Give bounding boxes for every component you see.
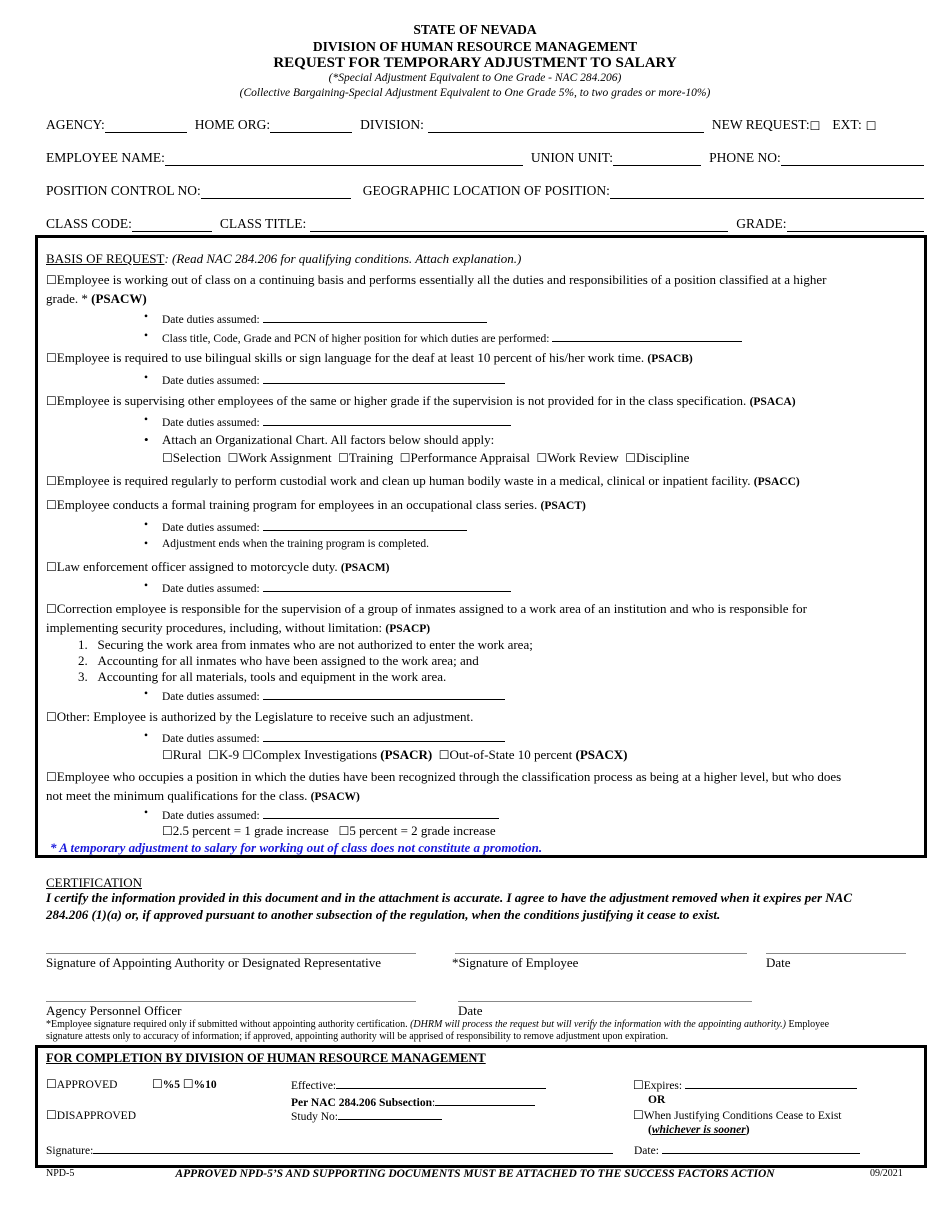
- item-psacp-list-1: 1. Securing the work area from inmates who are not authorized to enter the work area;: [78, 637, 533, 652]
- authority-signature-line[interactable]: [46, 952, 416, 954]
- disapproved-checkbox[interactable]: ☐: [46, 1108, 57, 1122]
- opt-5-percent-checkbox[interactable]: ☐: [338, 824, 350, 838]
- approved-option: [46, 1077, 117, 1091]
- new-request-checkbox[interactable]: ☐: [809, 119, 821, 133]
- item-psacw-1-text: Employee is working out of class on a continuing basis and performs essentially all the duties and responsibilities of a position classified at a higher: [56, 272, 827, 287]
- date-duties-label: Date duties assumed:: [162, 375, 260, 387]
- whichever-text: whichever is sooner: [651, 1124, 746, 1136]
- certification-note-2: signature attests only to accuracy of information; if approved, appointing authority will be apprised of responsibility to remove adjustment upon expiration.: [46, 1031, 669, 1042]
- expires-checkbox[interactable]: ☐: [633, 1078, 644, 1092]
- agency-field[interactable]: [105, 119, 187, 133]
- opt-k9-label: K-9: [218, 747, 240, 762]
- when-cease-checkbox[interactable]: ☐: [633, 1108, 644, 1122]
- approved-checkbox[interactable]: ☐: [46, 1077, 57, 1091]
- class-title-field[interactable]: [310, 218, 728, 232]
- factor-work-assignment-checkbox[interactable]: ☐: [227, 451, 239, 465]
- item-psacw-1-date-field[interactable]: [263, 311, 487, 323]
- new-request-label: NEW REQUEST:: [711, 117, 810, 132]
- dhrm-title: FOR COMPLETION BY DIVISION OF HUMAN RESOURCE MANAGEMENT: [46, 1051, 486, 1065]
- item-psacp-text: Correction employee is responsible for the supervision of a group of inmates assigned to a work area of an institution and who is responsible for: [56, 601, 807, 616]
- item-psacp-date: [162, 688, 505, 703]
- factor-work-review-label: Work Review: [547, 450, 619, 465]
- opt-complex-investigations-label: Complex Investigations: [253, 747, 381, 762]
- item-other-options: [162, 747, 628, 763]
- certification-note-1a: *Employee signature required only if submitted without appointing authority certification.: [46, 1019, 411, 1030]
- personnel-officer-label: Agency Personnel Officer: [46, 1003, 182, 1018]
- item-psacw-2-date-field[interactable]: [263, 807, 499, 819]
- effective-field: [291, 1077, 546, 1092]
- basis-note: : (Read NAC 284.206 for qualifying conditions. Attach explanation.): [164, 251, 522, 266]
- class-code-field[interactable]: [132, 218, 212, 232]
- item-other-text: Other: Employee is authorized by the Legislature to receive such an adjustment.: [56, 709, 474, 724]
- per-nac-colon: :: [431, 1097, 436, 1109]
- factor-work-assignment-label: Work Assignment: [238, 450, 332, 465]
- certification-text-1: I certify the information provided in this document and in the attachment is accurate. I agree to have the adjustment removed when it expires per NAC: [46, 890, 853, 905]
- form-header-division: DIVISION OF HUMAN RESOURCE MANAGEMENT: [312, 39, 638, 54]
- employee-signature-line[interactable]: [455, 952, 747, 954]
- item-psacp-code: (PSACP): [385, 623, 431, 635]
- item-psacm-date: [162, 580, 511, 595]
- study-no-label: Study No:: [291, 1111, 338, 1123]
- item-psacb-checkbox[interactable]: ☐: [46, 351, 57, 365]
- factor-training-label: Training: [348, 450, 394, 465]
- whichever-open: (: [648, 1124, 652, 1136]
- opt-out-of-state-checkbox[interactable]: ☐: [438, 748, 450, 762]
- factor-training-checkbox[interactable]: ☐: [338, 451, 349, 465]
- opt-complex-investigations-checkbox[interactable]: ☐: [242, 748, 254, 762]
- study-no-field: [291, 1108, 442, 1123]
- item-psacw-2-text: Employee who occupies a position in which the duties have been recognized through the classification process as being at a higher level, but who does: [56, 769, 842, 784]
- ext-checkbox[interactable]: ☐: [865, 119, 877, 133]
- item-psacw-2-checkbox[interactable]: ☐: [46, 770, 57, 784]
- item-psaca-orgchart: • Attach an Organizational Chart. All factors below should apply:: [162, 432, 494, 448]
- item-psact-date: [162, 519, 467, 534]
- item-psacp-text2: implementing security procedures, including, without limitation:: [46, 620, 386, 635]
- item-psacw-1-date: [162, 311, 487, 326]
- personnel-date-label: Date: [458, 1003, 483, 1018]
- opt-out-of-state-label: Out-of-State 10 percent: [449, 747, 576, 762]
- disapproved-option: [46, 1108, 136, 1122]
- item-psact-code: (PSACT): [540, 500, 586, 512]
- item-psact: [46, 497, 586, 513]
- pct10-label: %10: [193, 1079, 217, 1091]
- form-revision: 09/2021: [870, 1168, 903, 1179]
- dhrm-signature-label: Signature:: [46, 1145, 94, 1157]
- expires-label: Expires:: [643, 1080, 683, 1092]
- item-psacm: [46, 559, 389, 575]
- study-no-input[interactable]: [338, 1108, 442, 1120]
- field-row-employee: [46, 150, 924, 166]
- opt-k9-checkbox[interactable]: ☐: [208, 748, 219, 762]
- item-psacm-code: (PSACM): [340, 562, 390, 574]
- pct10-checkbox[interactable]: ☐: [182, 1077, 194, 1091]
- union-unit-field[interactable]: [613, 152, 701, 166]
- item-psacp-checkbox[interactable]: ☐: [46, 602, 57, 616]
- form-subtitle-2: (Collective Bargaining-Special Adjustment Equivalent to One Grade 5%, to two grades or more-10%): [239, 87, 711, 99]
- item-psacp-list-3-text: Accounting for all materials, tools and equipment in the work area.: [97, 669, 447, 684]
- factor-work-review-checkbox[interactable]: ☐: [536, 451, 548, 465]
- opt-psacx-code: (PSACX): [575, 747, 628, 762]
- phone-no-label: PHONE NO:: [709, 150, 781, 165]
- employee-name-label: EMPLOYEE NAME:: [46, 150, 165, 165]
- item-psacw-1-class: [162, 330, 742, 345]
- item-psact-date-field[interactable]: [263, 519, 467, 531]
- pct5-label: %5: [162, 1079, 181, 1091]
- item-psacm-checkbox[interactable]: ☐: [46, 560, 57, 574]
- geo-location-label: GEOGRAPHIC LOCATION OF POSITION:: [362, 183, 610, 198]
- opt-psacr-code: (PSACR): [380, 747, 433, 762]
- form-title: REQUEST FOR TEMPORARY ADJUSTMENT TO SALARY: [273, 55, 677, 71]
- effective-label: Effective:: [291, 1080, 337, 1092]
- field-row-class: [46, 216, 924, 232]
- item-psacc: [46, 473, 800, 489]
- item-psacw-2-line2: [46, 788, 360, 804]
- item-psacc-checkbox[interactable]: ☐: [46, 474, 57, 488]
- item-psacp-list-2-text: Accounting for all inmates who have been assigned to the work area; and: [97, 653, 479, 668]
- item-psacm-date-field[interactable]: [263, 580, 511, 592]
- factor-performance-appraisal-checkbox[interactable]: ☐: [399, 451, 411, 465]
- certification-note-1: [46, 1019, 829, 1030]
- position-control-field[interactable]: [201, 185, 351, 199]
- item-psaca: [46, 393, 796, 409]
- item-psacw-1-sub2: Class title, Code, Grade and PCN of higher position for which duties are performed:: [162, 333, 550, 345]
- item-psacw-1-class-field[interactable]: [552, 330, 742, 342]
- item-psacc-text: Employee is required regularly to perform custodial work and clean up human bodily waste in a medical, clinical or inpatient facility.: [56, 473, 754, 488]
- item-psacb-text: Employee is required to use bilingual skills or sign language for the deaf at least 10 percent of his/her work time.: [56, 350, 648, 365]
- factor-discipline-label: Discipline: [636, 450, 690, 465]
- class-code-label: CLASS CODE:: [46, 216, 132, 231]
- item-psacb-code: (PSACB): [647, 353, 693, 365]
- promotion-footnote: * A temporary adjustment to salary for working out of class does not constitute a promotion.: [50, 840, 543, 855]
- per-nac-field: [291, 1094, 535, 1109]
- factor-discipline-checkbox[interactable]: ☐: [625, 451, 637, 465]
- authority-signature-label: Signature of Appointing Authority or Designated Representative: [46, 955, 382, 970]
- item-psaca-checkbox[interactable]: ☐: [46, 394, 57, 408]
- item-psacw-1: [46, 272, 827, 288]
- item-psacb-date-field[interactable]: [263, 372, 505, 384]
- opt-2-5-percent-label: 2.5 percent = 1 grade increase: [172, 823, 329, 838]
- opt-5-percent-label: 5 percent = 2 grade increase: [349, 823, 496, 838]
- expires-field: [633, 1077, 857, 1092]
- ext-label: EXT:: [832, 117, 862, 132]
- dhrm-date-label: Date:: [634, 1145, 659, 1157]
- item-psaca-text: Employee is supervising other employees of the same or higher grade if the supervision is not provided for in the class specification.: [56, 393, 750, 408]
- item-psact-ends: • Adjustment ends when the training program is completed.: [162, 538, 429, 550]
- disapproved-label: DISAPPROVED: [56, 1110, 137, 1122]
- item-psacp-list-2: 2. Accounting for all inmates who have been assigned to the work area; and: [78, 653, 479, 668]
- per-nac-label: Per NAC 284.206 Subsection: [291, 1097, 432, 1109]
- home-org-field[interactable]: [270, 119, 352, 133]
- dhrm-date-input[interactable]: [662, 1142, 860, 1154]
- date-duties-label: Date duties assumed:: [162, 314, 260, 326]
- geo-location-field[interactable]: [610, 185, 924, 199]
- date-duties-label: Date duties assumed:: [162, 691, 260, 703]
- item-psacw-2-options: [162, 823, 496, 839]
- certification-text-2: 284.206 (1)(a) or, if approved pursuant to another subsection of the regulation, when the conditions justifying it cease to exist.: [46, 907, 721, 922]
- footer-notice: APPROVED NPD-5’S AND SUPPORTING DOCUMENTS MUST BE ATTACHED TO THE SUCCESS FACTORS ACTION: [175, 1168, 775, 1180]
- item-other: [46, 709, 473, 725]
- whichever-sooner: [648, 1124, 750, 1136]
- item-psacw-2-date: [162, 807, 499, 822]
- form-subtitle-1: (*Special Adjustment Equivalent to One Grade - NAC 284.206): [328, 72, 622, 84]
- factor-performance-appraisal-label: Performance Appraisal: [410, 450, 530, 465]
- certification-note-1b: (DHRM will process the request but will verify the information with the appointing authority.): [410, 1019, 786, 1030]
- date-duties-label: Date duties assumed:: [162, 810, 260, 822]
- effective-input[interactable]: [336, 1077, 546, 1089]
- item-other-date-field[interactable]: [263, 730, 505, 742]
- employee-name-field[interactable]: [165, 152, 523, 166]
- item-psacp: [46, 601, 807, 617]
- item-psacw-1-line2: [46, 291, 147, 307]
- item-psaca-date-field[interactable]: [263, 414, 511, 426]
- personnel-officer-line[interactable]: [46, 1000, 416, 1002]
- home-org-label: HOME ORG:: [194, 117, 271, 132]
- factor-selection-checkbox[interactable]: ☐: [162, 451, 173, 465]
- agency-label: AGENCY:: [46, 117, 105, 132]
- item-psaca-factors: [162, 450, 689, 466]
- item-other-checkbox[interactable]: ☐: [46, 710, 57, 724]
- grade-label: GRADE:: [736, 216, 787, 231]
- whichever-close: ): [745, 1124, 750, 1136]
- item-psacc-code: (PSACC): [753, 476, 800, 488]
- employee-signature-label: *Signature of Employee: [452, 955, 579, 970]
- form-header-state: STATE OF NEVADA: [413, 22, 537, 37]
- date-duties-label: Date duties assumed:: [162, 417, 260, 429]
- item-psact-checkbox[interactable]: ☐: [46, 498, 57, 512]
- opt-rural-label: Rural: [172, 747, 202, 762]
- division-field[interactable]: [428, 119, 704, 133]
- field-row-agency: [46, 117, 924, 133]
- pct5-checkbox[interactable]: ☐: [152, 1077, 163, 1091]
- grade-field[interactable]: [787, 218, 924, 232]
- item-psacp-date-field[interactable]: [263, 688, 505, 700]
- item-psact-text: Employee conducts a formal training program for employees in an occupational class series.: [56, 497, 541, 512]
- expires-input[interactable]: [685, 1077, 857, 1089]
- factor-selection-label: Selection: [172, 450, 222, 465]
- opt-2-5-percent-checkbox[interactable]: ☐: [162, 824, 173, 838]
- field-row-position: [46, 183, 924, 199]
- phone-no-field[interactable]: [781, 152, 924, 166]
- opt-rural-checkbox[interactable]: ☐: [162, 748, 173, 762]
- per-nac-input[interactable]: [435, 1094, 535, 1106]
- item-other-date: [162, 730, 505, 745]
- union-unit-label: UNION UNIT:: [530, 150, 614, 165]
- item-psaca-date: [162, 414, 511, 429]
- item-psaca-code: (PSACA): [749, 396, 796, 408]
- item-psacp-list-1-text: Securing the work area from inmates who are not authorized to enter the work area;: [97, 637, 533, 652]
- date-duties-label: Date duties assumed:: [162, 733, 260, 745]
- approved-label: APPROVED: [56, 1079, 118, 1091]
- item-psacp-line2: [46, 620, 430, 636]
- percent-options: [152, 1077, 217, 1091]
- item-psacw-1-code: (PSACW): [91, 291, 147, 306]
- item-psacp-list-3: 3. Accounting for all materials, tools and equipment in the work area.: [78, 669, 447, 684]
- class-title-label: CLASS TITLE:: [219, 216, 307, 231]
- when-cease-option: [633, 1108, 842, 1122]
- item-psacw-2: [46, 769, 841, 785]
- certification-note-1c: Employee: [786, 1019, 830, 1030]
- basis-title: BASIS OF REQUEST: [46, 251, 165, 266]
- division-label: DIVISION:: [360, 117, 424, 132]
- item-psacm-text: Law enforcement officer assigned to motorcycle duty.: [56, 559, 341, 574]
- personnel-date-line[interactable]: [458, 1000, 752, 1002]
- item-psacb: [46, 350, 693, 366]
- dhrm-date-field: [634, 1142, 860, 1157]
- position-control-label: POSITION CONTROL NO:: [46, 183, 201, 198]
- when-cease-label: When Justifying Conditions Cease to Exist: [643, 1110, 842, 1122]
- item-psacw-1-text2: grade. *: [46, 291, 92, 306]
- or-label: OR: [648, 1094, 666, 1106]
- date-duties-label: Date duties assumed:: [162, 583, 260, 595]
- date-duties-label: Date duties assumed:: [162, 522, 260, 534]
- form-number: NPD-5: [46, 1168, 75, 1179]
- employee-date-line[interactable]: [766, 952, 906, 954]
- item-psacb-date: [162, 372, 505, 387]
- dhrm-signature-field: [46, 1142, 613, 1157]
- basis-heading: [46, 251, 521, 267]
- item-psacw-2-code: (PSACW): [310, 791, 360, 803]
- item-psacw-1-checkbox[interactable]: ☐: [46, 273, 57, 287]
- dhrm-signature-input[interactable]: [93, 1142, 613, 1154]
- item-psacw-2-text2: not meet the minimum qualifications for the class.: [46, 788, 311, 803]
- employee-date-label: Date: [766, 955, 791, 970]
- certification-title: CERTIFICATION: [46, 875, 142, 890]
